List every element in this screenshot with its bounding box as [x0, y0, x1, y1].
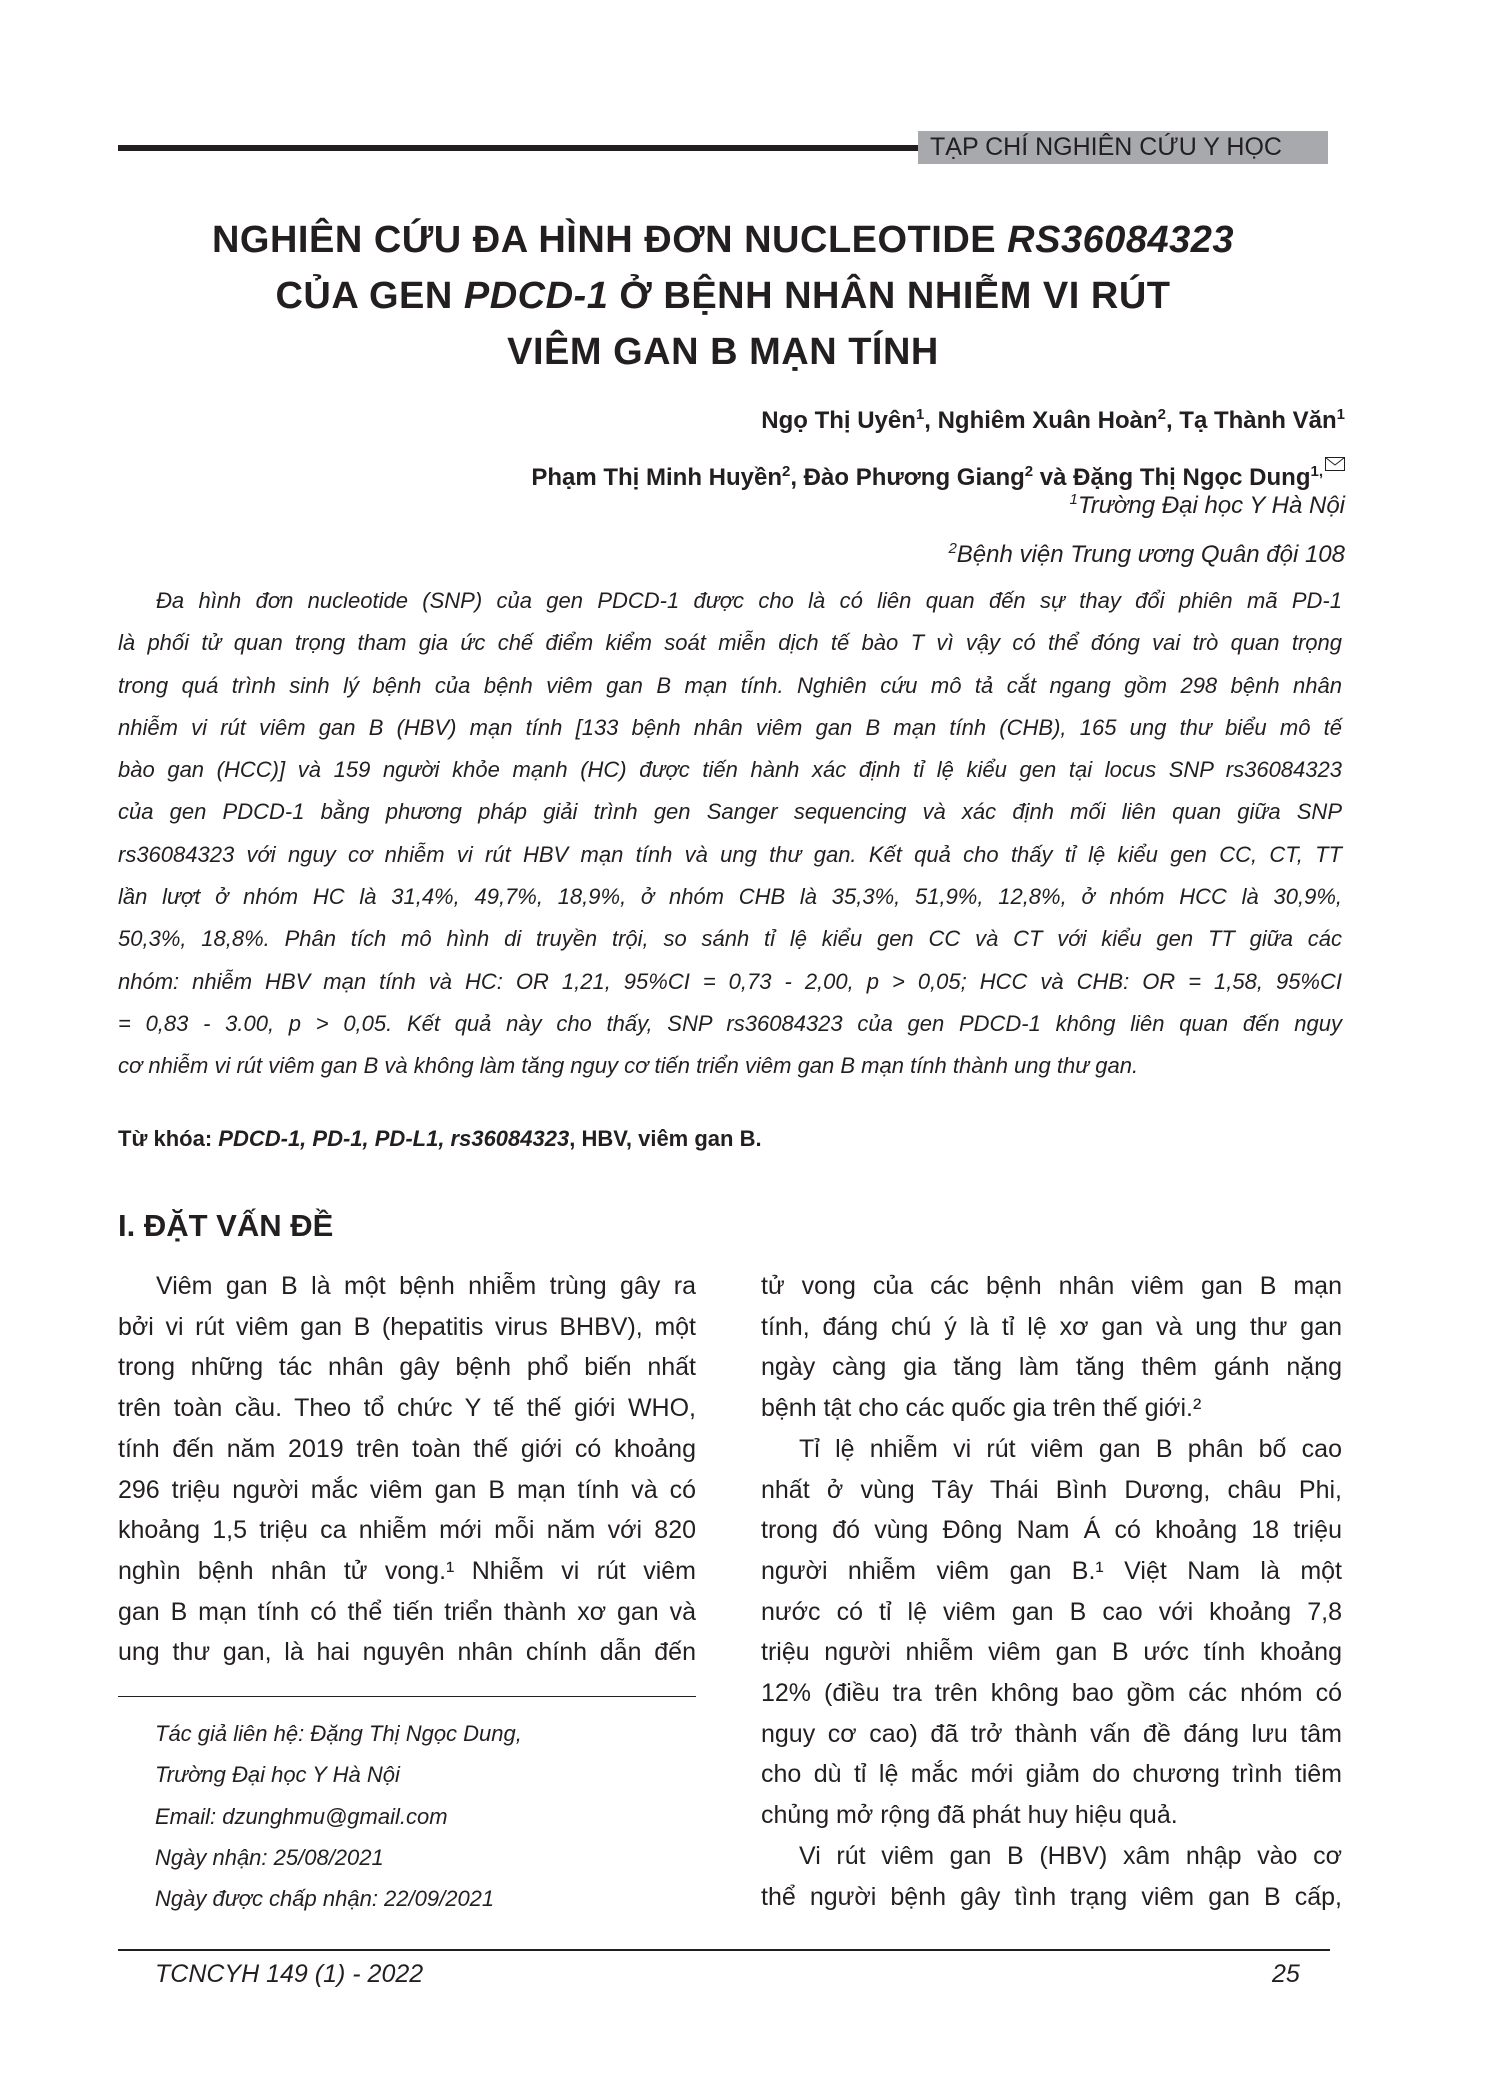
body-line: nghìn bệnh nhân tử vong.¹ Nhiễm vi rút viêm: [118, 1556, 696, 1585]
abstract-line: = 0,83 - 3.00, p > 0,05. Kết quả này cho thấy, SNP rs36084323 của gen PDCD-1 không liên quan đến nguy: [118, 1010, 1342, 1036]
body-line: gan B mạn tính có thể tiến triển thành xơ gan và: [118, 1597, 696, 1626]
journal-header-tag: TẠP CHÍ NGHIÊN CỨU Y HỌC: [918, 131, 1328, 164]
abstract-line: nhiễm vi rút viêm gan B (HBV) mạn tính [133 bệnh nhân viêm gan B mạn tính (CHB), 165 ung thư biểu mô tế: [118, 714, 1342, 740]
body-line: chủng mở rộng đã phát huy hiệu quả.: [761, 1801, 1178, 1830]
body-line: tử vong của các bệnh nhân viêm gan B mạn: [761, 1272, 1342, 1300]
body-line: Tỉ lệ nhiễm vi rút viêm gan B phân bố cao: [799, 1434, 1342, 1463]
section-heading: I. ĐẶT VẤN ĐỀ: [118, 1208, 334, 1243]
body-line: trong những tác nhân gây bệnh phổ biến nhất: [118, 1353, 696, 1382]
abstract-line: bào gan (HCC)] và 159 người khỏe mạnh (HC) được tiến hành xác định tỉ lệ kiểu gen tại locus SNP rs36084323: [118, 757, 1342, 783]
body-line: nhất ở vùng Tây Thái Bình Dương, châu Phi,: [761, 1475, 1342, 1504]
body-line: ung thư gan, là hai nguyên nhân chính dẫn đến: [118, 1638, 696, 1667]
keywords: Từ khóa: PDCD-1, PD-1, PD-L1, rs36084323, HBV, viêm gan B.: [118, 1126, 762, 1151]
affiliation-1: $^1$Trường Đại học Y Hà Nội: [1069, 491, 1345, 519]
footer-rule: [118, 1949, 1330, 1951]
article-title: [118, 212, 1328, 380]
title-line-3: VIÊM GAN B MẠN TÍNH: [507, 331, 939, 373]
abstract-line: Đa hình đơn nucleotide (SNP) của gen PDCD-1 được cho là có liên quan đến sự thay đổi phiên mã PD-1: [156, 588, 1342, 613]
abstract-line: cơ nhiễm vi rút viêm gan B và không làm tăng nguy cơ tiến triển viêm gan B mạn tính thành ung thư gan.: [118, 1053, 1139, 1079]
page-number: 25: [1272, 1960, 1300, 1988]
body-line: khoảng 1,5 triệu ca nhiễm mới mỗi năm với 820: [118, 1516, 696, 1545]
body-line: nguy cơ cao) đã trở thành vấn đề đáng lưu tâm: [761, 1719, 1342, 1748]
affiliation-2: $^2$Bệnh viện Trung ương Quân đội 108: [948, 540, 1345, 568]
body-line: bệnh tật cho các quốc gia trên thế giới.²: [761, 1394, 1202, 1423]
body-line: Viêm gan B là một bệnh nhiễm trùng gây ra: [156, 1272, 696, 1300]
footnote-accepted-date: Ngày được chấp nhận: 22/09/2021: [155, 1886, 495, 1912]
affiliations: [948, 478, 1345, 576]
body-line: cho dù tỉ lệ mắc mới giảm do chương trình tiêm: [761, 1760, 1342, 1789]
footnote-received-date: Ngày nhận: 25/08/2021: [155, 1844, 384, 1870]
body-column-right: [761, 1266, 1342, 1917]
body-line: ngày càng gia tăng làm tăng thêm gánh nặng: [761, 1353, 1342, 1382]
body-line: tính đến năm 2019 trên toàn thế giới có khoảng: [118, 1434, 696, 1463]
footnote-divider: [118, 1696, 696, 1697]
body-line: thể người bệnh gây tình trạng viêm gan B cấp,: [761, 1882, 1342, 1911]
body-line: 12% (điều tra trên không bao gồm các nhóm có: [761, 1679, 1342, 1708]
abstract-line: của gen PDCD-1 bằng phương pháp giải trình gen Sanger sequencing và xác định mối liên quan giữa SNP: [118, 799, 1342, 825]
abstract-line: rs36084323 với nguy cơ nhiễm vi rút HBV mạn tính và ung thư gan. Kết quả cho thấy tỉ lệ kiểu gen CC, CT, TT: [118, 841, 1342, 867]
abstract-line: nhóm: nhiễm HBV mạn tính và HC: OR 1,21, 95%CI = 0,73 - 2,00, p > 0,05; HCC và CHB: OR = 1,58, 95%CI: [118, 968, 1342, 994]
body-column-left: [118, 1266, 696, 1673]
body-line: tính, đáng chú ý là tỉ lệ xơ gan và ung thư gan: [761, 1312, 1342, 1341]
footnote-line: Trường Đại học Y Hà Nội: [155, 1762, 400, 1788]
body-line: trong đó vùng Đông Nam Á có khoảng 18 triệu: [761, 1516, 1342, 1545]
corresponding-author-note: [155, 1713, 522, 1919]
footnote-email: Email: dzunghmu@gmail.com: [155, 1803, 448, 1829]
abstract-line: lần lượt ở nhóm HC là 31,4%, 49,7%, 18,9%, ở nhóm CHB là 35,3%, 51,9%, 12,8%, ở nhóm HCC là 30,9%,: [118, 884, 1342, 910]
journal-issue: TCNCYH 149 (1) - 2022: [155, 1960, 424, 1988]
author-line-1: Ngọ Thị Uyên$^1$, Nghiêm Xuân Hoàn$^2$, Tạ Thành Văn$^1$: [761, 406, 1345, 434]
title-line-1: NGHIÊN CỨU ĐA HÌNH ĐƠN NUCLEOTIDE RS36084323: [211, 219, 1235, 261]
body-line: Vi rút viêm gan B (HBV) xâm nhập vào cơ: [799, 1841, 1342, 1870]
footnote-line: Tác giả liên hệ: Đặng Thị Ngọc Dung,: [155, 1721, 522, 1746]
body-line: trên toàn cầu. Theo tổ chức Y tế thế giới WHO,: [118, 1394, 696, 1423]
abstract-line: trong quá trình sinh lý bệnh của bệnh viêm gan B mạn tính. Nghiên cứu mô tả cắt ngang gồm 298 bệnh nhân: [118, 672, 1342, 698]
body-line: bởi vi rút viêm gan B (hepatitis virus BHBV), một: [118, 1312, 696, 1341]
title-line-2: CỦA GEN PDCD-1 Ở BỆNH NHÂN NHIỄM VI RÚT: [275, 275, 1171, 317]
abstract-line: 50,3%, 18,8%. Phân tích mô hình di truyền trội, so sánh tỉ lệ kiểu gen CC và CT với kiểu gen TT giữa các: [118, 926, 1342, 952]
body-line: nước có tỉ lệ viêm gan B cao với khoảng 7,8: [761, 1597, 1342, 1626]
abstract: [118, 580, 1342, 1088]
abstract-line: là phối tử quan trọng tham gia ức chế điểm kiểm soát miễn dịch tế bào T vì vậy có thể đóng vai trò quan trọng: [118, 630, 1342, 656]
author-line-2: Phạm Thị Minh Huyền$^2$, Đào Phương Giang$^2$ và Đặng Thị Ngọc Dung$^{1,}$: [531, 442, 1345, 499]
body-line: triệu người nhiễm viêm gan B ước tính khoảng: [761, 1638, 1342, 1667]
header-rule: [118, 145, 918, 151]
body-line: 296 triệu người mắc viêm gan B mạn tính và có: [118, 1475, 696, 1504]
body-line: người nhiễm viêm gan B.¹ Việt Nam là một: [761, 1556, 1342, 1585]
